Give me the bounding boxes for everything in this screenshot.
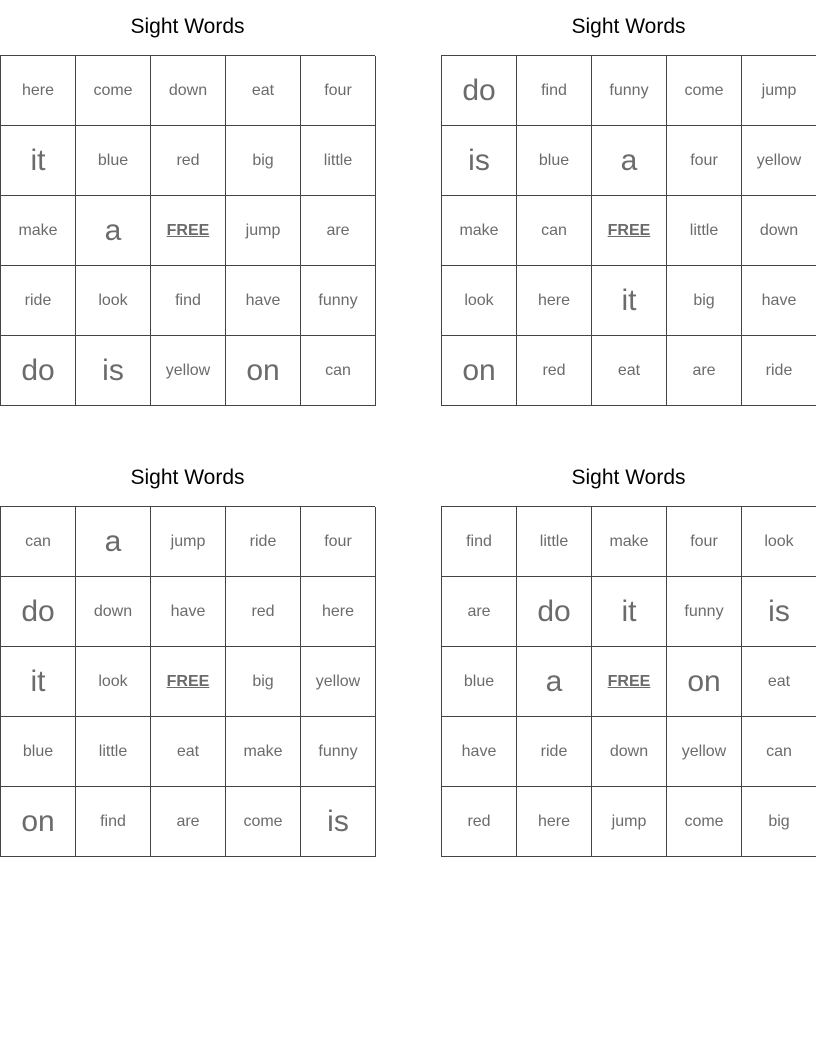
bingo-cell: jump: [742, 56, 816, 126]
bingo-cell: ride: [1, 266, 76, 336]
bingo-cell: it: [1, 126, 76, 196]
bingo-card-1: [0, 0, 375, 406]
bingo-cell: down: [76, 577, 151, 647]
bingo-cell: ride: [742, 336, 816, 406]
bingo-card-3: [0, 451, 375, 857]
bingo-cell: is: [742, 577, 816, 647]
bingo-cell: big: [742, 787, 816, 857]
bingo-cell: yellow: [151, 336, 226, 406]
bingo-cell: a: [517, 647, 592, 717]
bingo-cell: look: [742, 507, 816, 577]
bingo-cell: down: [742, 196, 816, 266]
bingo-cell: come: [667, 787, 742, 857]
bingo-cell: blue: [76, 126, 151, 196]
card-title: Sight Words: [130, 466, 245, 489]
bingo-cell: have: [226, 266, 301, 336]
bingo-cell: little: [517, 507, 592, 577]
bingo-cell: big: [226, 126, 301, 196]
bingo-cell: find: [76, 787, 151, 857]
bingo-cell: do: [442, 56, 517, 126]
bingo-cell: can: [301, 336, 376, 406]
bingo-cell: jump: [226, 196, 301, 266]
bingo-cell: have: [151, 577, 226, 647]
bingo-cell: it: [1, 647, 76, 717]
bingo-cell: on: [667, 647, 742, 717]
bingo-cell: are: [151, 787, 226, 857]
card-title: Sight Words: [130, 15, 245, 38]
bingo-cell: are: [301, 196, 376, 266]
bingo-cell: are: [667, 336, 742, 406]
bingo-cell: make: [1, 196, 76, 266]
bingo-cell: little: [76, 717, 151, 787]
bingo-cell: yellow: [742, 126, 816, 196]
bingo-cell: blue: [442, 647, 517, 717]
bingo-cell: red: [226, 577, 301, 647]
bingo-cell: is: [442, 126, 517, 196]
bingo-cell: here: [1, 56, 76, 126]
bingo-cell: four: [301, 56, 376, 126]
bingo-cell: four: [667, 126, 742, 196]
bingo-grid: [441, 506, 816, 857]
bingo-cell: eat: [742, 647, 816, 717]
bingo-cell: eat: [151, 717, 226, 787]
bingo-cell: look: [76, 266, 151, 336]
bingo-cell: is: [301, 787, 376, 857]
bingo-cell: is: [76, 336, 151, 406]
bingo-cell: FREE: [151, 647, 226, 717]
bingo-cell: four: [301, 507, 376, 577]
bingo-cell: do: [1, 577, 76, 647]
bingo-cell: FREE: [592, 196, 667, 266]
bingo-cell: find: [442, 507, 517, 577]
bingo-cell: are: [442, 577, 517, 647]
bingo-cell: little: [667, 196, 742, 266]
bingo-cell: a: [76, 196, 151, 266]
bingo-cell: big: [667, 266, 742, 336]
bingo-cell: make: [226, 717, 301, 787]
bingo-cell: can: [742, 717, 816, 787]
bingo-cell: funny: [592, 56, 667, 126]
card-title: Sight Words: [571, 466, 686, 489]
bingo-cell: have: [442, 717, 517, 787]
bingo-cell: it: [592, 266, 667, 336]
bingo-cell: here: [517, 266, 592, 336]
bingo-cell: a: [76, 507, 151, 577]
bingo-cell: on: [226, 336, 301, 406]
bingo-cell: look: [442, 266, 517, 336]
bingo-cell: ride: [226, 507, 301, 577]
bingo-cell: ride: [517, 717, 592, 787]
bingo-cell: find: [517, 56, 592, 126]
card-title: Sight Words: [571, 15, 686, 38]
bingo-cell: come: [667, 56, 742, 126]
bingo-cell: make: [442, 196, 517, 266]
bingo-cell: red: [151, 126, 226, 196]
bingo-cell: big: [226, 647, 301, 717]
bingo-cell: do: [517, 577, 592, 647]
bingo-cell: come: [76, 56, 151, 126]
bingo-cell: yellow: [301, 647, 376, 717]
bingo-cell: blue: [1, 717, 76, 787]
bingo-cell: make: [592, 507, 667, 577]
bingo-cell: funny: [667, 577, 742, 647]
bingo-card-4: [441, 451, 816, 857]
bingo-cell: funny: [301, 717, 376, 787]
bingo-cell: can: [1, 507, 76, 577]
bingo-cell: here: [517, 787, 592, 857]
bingo-cell: FREE: [592, 647, 667, 717]
bingo-cell: jump: [592, 787, 667, 857]
bingo-cell: come: [226, 787, 301, 857]
bingo-cell: down: [151, 56, 226, 126]
bingo-cell: can: [517, 196, 592, 266]
bingo-cell: eat: [592, 336, 667, 406]
bingo-cell: a: [592, 126, 667, 196]
bingo-cell: here: [301, 577, 376, 647]
bingo-cell: find: [151, 266, 226, 336]
bingo-cell: it: [592, 577, 667, 647]
bingo-cell: eat: [226, 56, 301, 126]
bingo-cell: do: [1, 336, 76, 406]
bingo-grid: [441, 55, 816, 406]
bingo-cell: funny: [301, 266, 376, 336]
bingo-card-2: [441, 0, 816, 406]
bingo-cell: red: [442, 787, 517, 857]
bingo-cell: on: [442, 336, 517, 406]
bingo-cell: jump: [151, 507, 226, 577]
bingo-cell: red: [517, 336, 592, 406]
bingo-cell: look: [76, 647, 151, 717]
bingo-cell: yellow: [667, 717, 742, 787]
bingo-cell: down: [592, 717, 667, 787]
bingo-cell: on: [1, 787, 76, 857]
bingo-cell: blue: [517, 126, 592, 196]
bingo-cell: little: [301, 126, 376, 196]
bingo-grid: [0, 506, 375, 857]
bingo-cell: four: [667, 507, 742, 577]
bingo-cell: FREE: [151, 196, 226, 266]
bingo-cell: have: [742, 266, 816, 336]
bingo-grid: [0, 55, 375, 406]
